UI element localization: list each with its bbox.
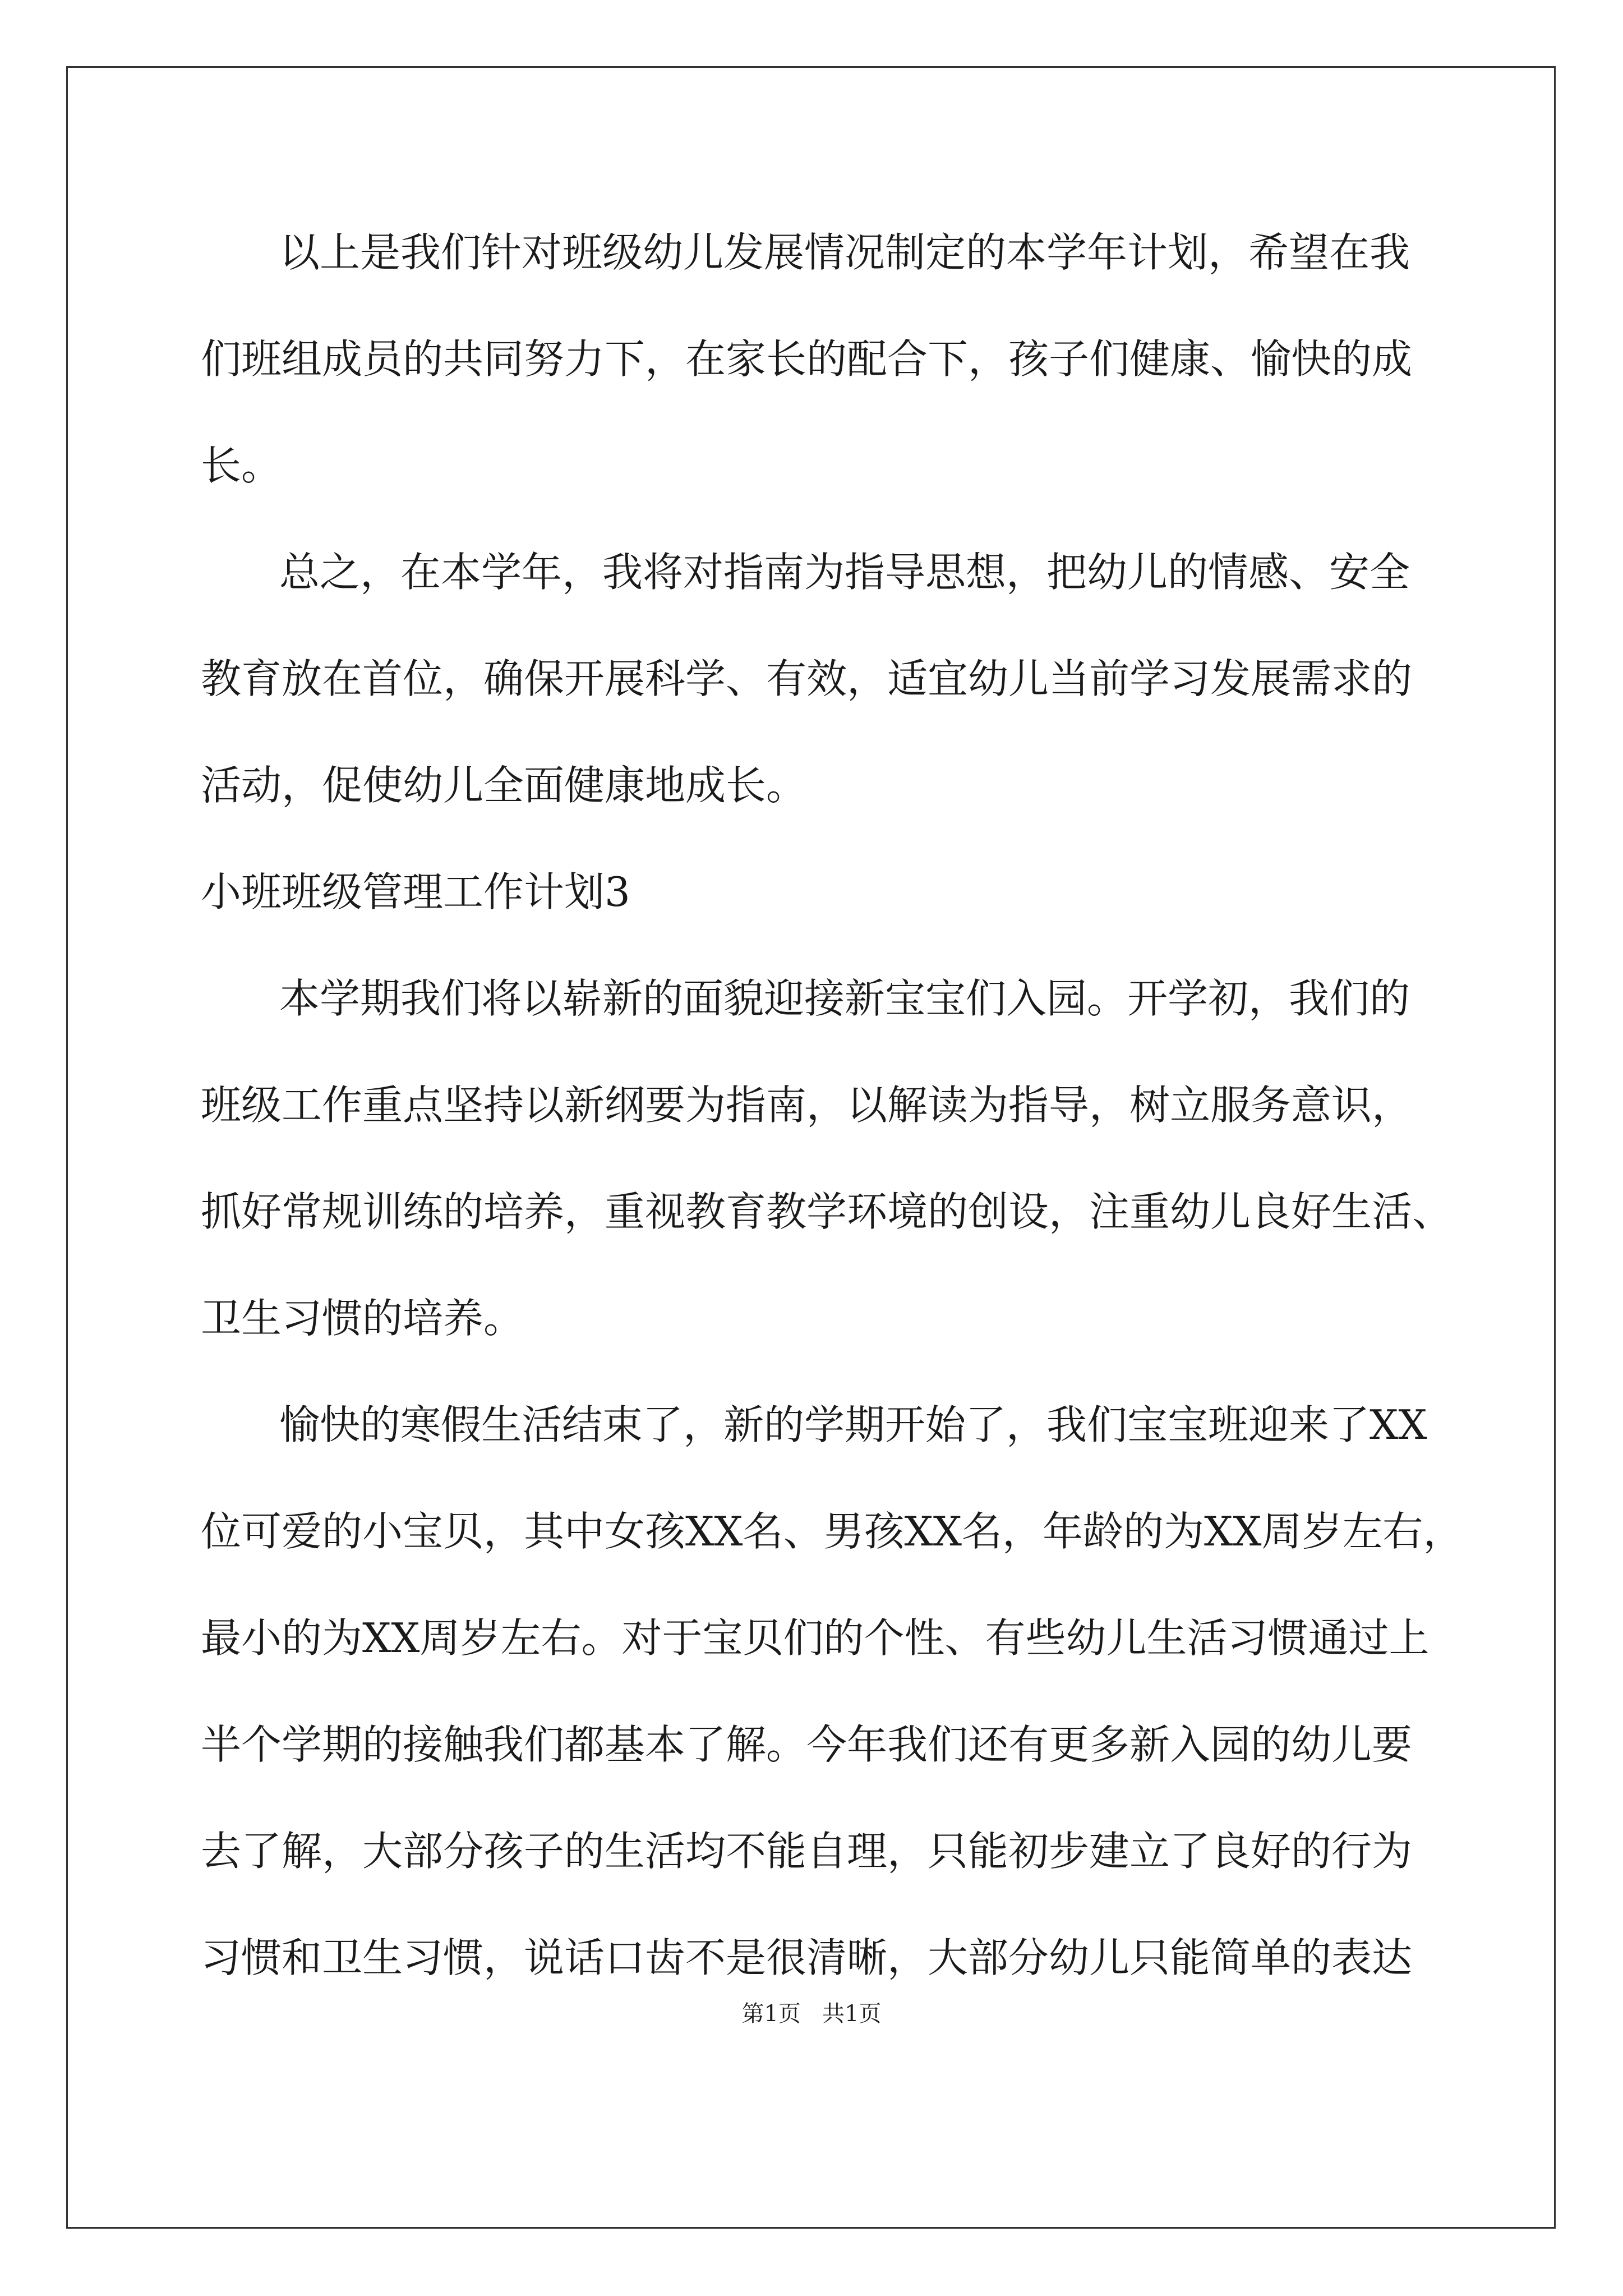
section-heading: 小班班级管理工作计划3 [201, 868, 630, 915]
text-line-4: 总之，在本学年，我将对指南为指导思想，把幼儿的情感、安全 [279, 549, 1410, 596]
text-line-2: 们班组成员的共同努力下，在家长的配合下，孩子们健康、愉快的成 [201, 335, 1413, 383]
text-line-1: 以上是我们针对班级幼儿发展情况制定的本学年计划，希望在我 [279, 229, 1410, 276]
text-line-13: 位可爱的小宝贝，其中女孩XX名、男孩XX名，年龄的为XX周岁左右， [201, 1508, 1464, 1555]
text-line-14: 最小的为XX周岁左右。对于宝贝们的个性、有些幼儿生活习惯通过上 [201, 1614, 1430, 1662]
text-line-9: 班级工作重点坚持以新纲要为指南，以解读为指导，树立服务意识， [201, 1082, 1413, 1129]
text-line-3: 长。 [201, 442, 282, 489]
text-line-8: 本学期我们将以崭新的面貌迎接新宝宝们入园。开学初，我们的 [279, 975, 1410, 1022]
text-line-16: 去了解，大部分孩子的生活均不能自理，只能初步建立了良好的行为 [201, 1828, 1413, 1875]
text-line-17: 习惯和卫生习惯，说话口齿不是很清晰，大部分幼儿只能简单的表达 [201, 1934, 1413, 1981]
text-line-15: 半个学期的接触我们都基本了解。今年我们还有更多新入园的幼儿要 [201, 1721, 1413, 1768]
text-line-6: 活动，促使幼儿全面健康地成长。 [201, 762, 807, 809]
text-line-12: 愉快的寒假生活结束了，新的学期开始了，我们宝宝班迎来了XX [279, 1401, 1427, 1448]
text-line-11: 卫生习惯的培养。 [201, 1295, 524, 1342]
text-line-5: 教育放在首位，确保开展科学、有效，适宜幼儿当前学习发展需求的 [201, 655, 1413, 702]
page-number-footer: 第1页 共1页 [741, 2001, 882, 2027]
page-border [66, 66, 1556, 2229]
text-line-10: 抓好常规训练的培养，重视教育教学环境的创设，注重幼儿良好生活、 [201, 1188, 1453, 1235]
